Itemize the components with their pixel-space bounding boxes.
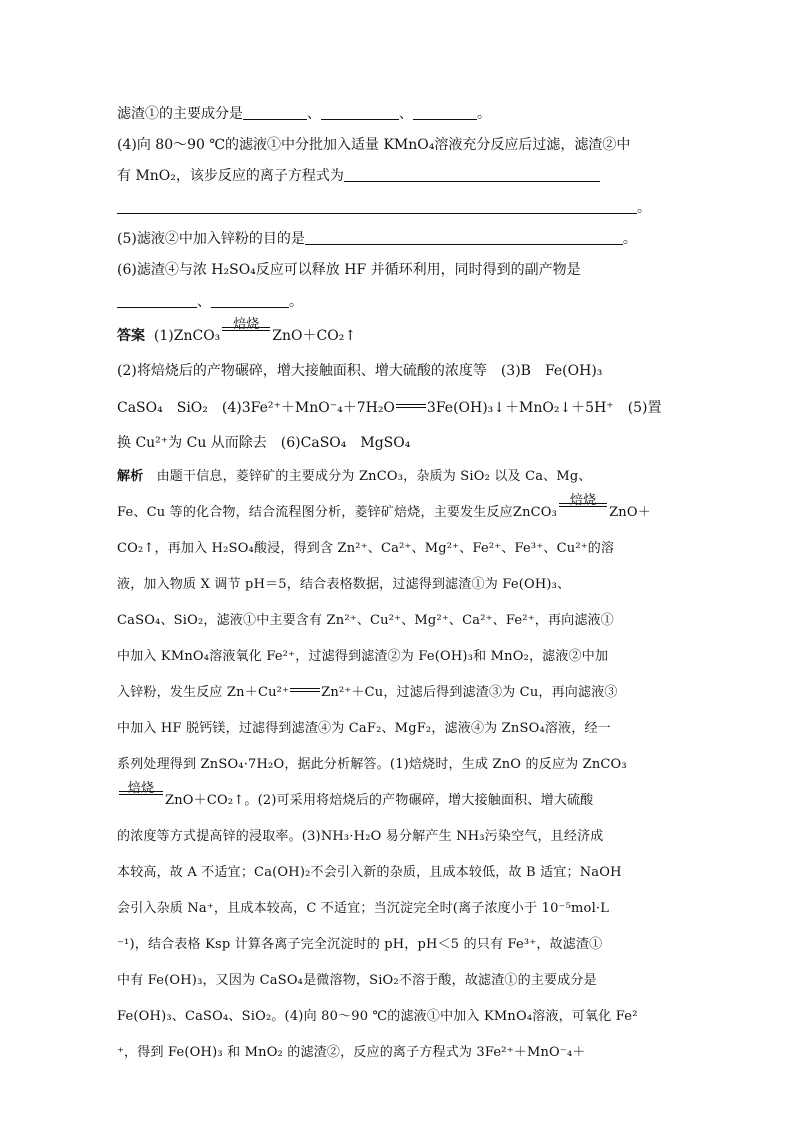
period: 。 [637,200,651,216]
answer-blank [117,293,197,308]
answer-line3 [117,398,662,418]
q4-line1: (4)向 80～90 ℃的滤液①中分批加入适量 KMnO₄溶液充分反应后过滤，滤渣②中 [117,137,631,153]
analysis-line3: CO₂↑，再加入 H₂SO₄酸浸，得到含 Zn²⁺、Ca²⁺、Mg²⁺、Fe²⁺、Fe³⁺、Cu²⁺的溶 [117,541,615,556]
answer-eq-left: (1)ZnCO₃ [153,328,221,344]
analysis-line5: CaSO₄、SiO₂，滤液①中主要含有 Zn²⁺、Cu²⁺、Mg²⁺、Ca²⁺、Fe²⁺，再向滤液① [117,613,614,628]
analysis-label: 解析 [117,469,144,484]
analysis-line10: 焙烧 ZnO＋CO₂↑。(2)可采用将焙烧后的产物碾碎，增大接触面积、增大硫酸 [117,791,593,811]
q5-text: (5)滤液②中加入锌粉的目的是 [117,231,305,247]
analysis-line8: 中加入 HF 脱钙镁，过滤得到滤渣④为 CaF₂、MgF₂，滤液④为 ZnSO₄溶液，经一 [117,721,611,736]
reaction-condition: 焙烧 [557,506,609,511]
q4-line3 [117,198,651,218]
separator: 、 [197,294,211,310]
analysis-line7: 入锌粉，发生反应 Zn＋Cu²⁺ Zn²⁺＋Cu，过滤后得到滤渣③为 Cu，再向滤液③ [117,685,618,700]
q4-line2 [117,166,600,186]
reaction-condition: 焙烧 [220,330,272,335]
analysis-line13: 会引入杂质 Na⁺，且成本较高，C 不适宜；当沉淀完全时(离子浓度小于 10⁻⁵mol·L [117,901,610,916]
q6-line2 [117,292,303,312]
equals-sign [290,688,320,692]
analysis-line2: Fe、Cu 等的化合物，结合流程图分析，菱锌矿焙烧，主要发生反应ZnCO₃ 焙烧 ZnO＋ [117,493,651,520]
answer-blank [211,293,289,308]
period: 。 [477,106,491,122]
answer-blank [243,105,307,120]
q3-tail-line [117,104,491,124]
analysis-line16: Fe(OH)₃、CaSO₄、SiO₂。(4)向 80～90 ℃的滤液①中加入 KMnO₄溶液，可氧化 Fe² [117,1009,638,1024]
answer-line2: (2)将焙烧后的产物碾碎，增大接触面积、增大硫酸的浓度等 (3)B Fe(OH)₃ [117,363,603,379]
answer-line3-right: 3Fe(OH)₃↓＋MnO₂↓＋5H⁺ (5)置 [426,400,662,416]
period: 。 [289,294,303,310]
q4-line2-text: 有 MnO₂，该步反应的离子方程式为 [117,168,344,184]
q3-tail-text: 滤渣①的主要成分是 [117,106,243,122]
period: 。 [622,231,637,247]
analysis-line1: 解析 由题干信息，菱锌矿的主要成分为 ZnCO₃，杂质为 SiO₂ 以及 Ca、Mg、 [117,469,592,484]
answer-blank [344,167,600,182]
q6-line1: (6)滤渣④与浓 H₂SO₄反应可以释放 HF 并循环利用，同时得到的副产物是 [117,262,581,278]
answer-blank [413,105,477,120]
analysis-line9: 系列处理得到 ZnSO₄·7H₂O，据此分析解答。(1)焙烧时，生成 ZnO 的反应为 ZnCO₃ [117,757,627,772]
analysis-line14: ⁻¹)，结合表格 Ksp 计算各离子完全沉淀时的 pH，pH＜5 的只有 Fe³⁺，故滤渣① [117,937,603,952]
analysis-line6: 中加入 KMnO₄溶液氧化 Fe²⁺，过滤得到滤渣②为 Fe(OH)₃和 MnO₂，滤液②中加 [117,649,609,664]
analysis-line12: 本较高，故 A 不适宜；Ca(OH)₂不会引入新的杂质，且成本较低，故 B 适宜；NaOH [117,865,622,880]
analysis-line17: ⁺，得到 Fe(OH)₃ 和 MnO₂ 的滤渣②，反应的离子方程式为 3Fe²⁺＋MnO⁻₄＋ [117,1045,586,1060]
answer-label: 答案 [117,328,145,344]
answer-eq-right: ZnO＋CO₂↑ [272,328,357,344]
answer-blank [305,230,623,245]
analysis-line15: 中有 Fe(OH)₃，又因为 CaSO₄是微溶物，SiO₂不溶于酸，故滤渣①的主要成分是 [117,973,597,988]
equals-sign [396,404,426,408]
answer-blank [117,199,637,214]
answer-line3-left: CaSO₄ SiO₂ (4)3Fe²⁺＋MnO⁻₄＋7H₂O [117,400,395,416]
answer-line4: 换 Cu²⁺为 Cu 从而除去 (6)CaSO₄ MgSO₄ [117,435,411,451]
separator: 、 [307,106,321,122]
reaction-condition: 焙烧 [117,794,165,799]
answer-blank [321,105,399,120]
q5-line [117,229,637,249]
separator: 、 [399,106,413,122]
analysis-line11: 的浓度等方式提高锌的浸取率。(3)NH₃·H₂O 易分解产生 NH₃污染空气，且经济成 [117,829,604,844]
answer-line1 [117,317,357,346]
analysis-line4: 液，加入物质 X 调节 pH＝5，结合表格数据，过滤得到滤渣①为 Fe(OH)₃、 [117,577,571,592]
